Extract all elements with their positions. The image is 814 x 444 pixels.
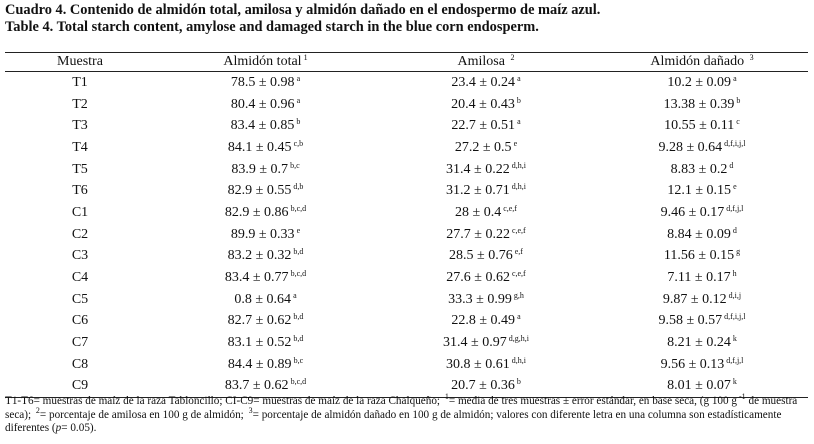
amylose-cell — [376, 159, 596, 181]
total-starch-cell-significance: e — [296, 225, 301, 235]
table-row — [5, 72, 808, 94]
damaged-starch-cell-value: 8.84 ± 0.09 — [667, 226, 731, 242]
header-damaged-starch — [596, 53, 808, 72]
amylose-cell — [376, 72, 596, 94]
caption-english: Table 4. Total starch content, amylose and damaged starch in the blue corn endosperm. — [5, 19, 539, 35]
damaged-starch-cell-value: 10.55 ± 0.11 — [664, 118, 735, 134]
damaged-starch-cell-value: 8.21 ± 0.24 — [667, 335, 731, 351]
sample-cell — [5, 311, 155, 333]
damaged-starch-cell — [596, 115, 808, 137]
sample-cell — [5, 137, 155, 159]
damaged-starch-cell-value: 9.56 ± 0.13 — [660, 356, 725, 372]
sample-cell-value: T1 — [72, 74, 88, 90]
damaged-starch-cell-significance: c — [736, 117, 740, 127]
amylose-cell-significance: a — [517, 73, 521, 83]
amylose-cell — [376, 332, 596, 354]
amylose-cell-value: 33.3 ± 0.99 — [448, 291, 512, 307]
damaged-starch-cell-value: 10.2 ± 0.09 — [667, 74, 732, 90]
amylose-cell-value: 27.7 ± 0.22 — [446, 226, 510, 242]
sample-cell-value: T5 — [72, 161, 88, 177]
total-starch-cell-value: 82.9 ± 0.86 — [224, 204, 289, 220]
header-total-starch-label: Almidón total — [223, 54, 302, 69]
damaged-starch-cell — [596, 94, 808, 116]
table-row — [5, 267, 808, 289]
damaged-starch-cell — [596, 202, 808, 224]
table-caption — [5, 2, 810, 36]
total-starch-cell-value: 84.1 ± 0.45 — [227, 139, 292, 155]
total-starch-cell — [155, 72, 376, 94]
table-footnote — [5, 392, 810, 436]
footnote-part1: T1-T6= muestras de maíz de la raza Tabloncillo; CI-C9= muestras de maíz de la raza Chalqueño; — [5, 395, 443, 407]
damaged-starch-cell-value: 8.83 ± 0.2 — [670, 161, 728, 177]
total-starch-cell — [155, 311, 376, 333]
total-starch-cell-significance: a — [293, 290, 297, 300]
total-starch-cell — [155, 115, 376, 137]
header-sample-label: Muestra — [57, 54, 103, 69]
total-starch-cell — [155, 224, 376, 246]
damaged-starch-cell-significance: d,f,j,l — [726, 355, 744, 365]
total-starch-cell-value: 84.4 ± 0.89 — [227, 356, 292, 372]
amylose-cell — [376, 94, 596, 116]
sample-cell — [5, 115, 155, 137]
amylose-cell-significance: g,h — [513, 290, 524, 300]
damaged-starch-cell-value: 9.87 ± 0.12 — [662, 291, 727, 307]
amylose-cell-value: 22.7 ± 0.51 — [451, 118, 516, 134]
total-starch-cell-value: 0.8 ± 0.64 — [234, 291, 292, 307]
damaged-starch-cell-significance: d,i,j — [728, 290, 742, 300]
amylose-cell — [376, 180, 596, 202]
footnote-part4: = porcentaje de amilosa en 100 g de almidón; — [39, 408, 247, 421]
sample-cell-value: C6 — [71, 313, 89, 329]
amylose-cell-significance: d,g,h,i — [508, 334, 529, 344]
amylose-cell — [376, 311, 596, 333]
damaged-starch-cell — [596, 72, 808, 94]
footnote-sup3: 3 — [248, 405, 253, 415]
amylose-cell-significance: c,e,f — [511, 225, 526, 235]
sample-cell-value: T2 — [72, 96, 88, 112]
total-starch-cell — [155, 354, 376, 376]
table-row — [5, 94, 808, 116]
damaged-starch-cell-significance: e — [733, 182, 737, 192]
damaged-starch-cell — [596, 137, 808, 159]
damaged-starch-cell — [596, 180, 808, 202]
footnote-p-symbol: p — [55, 422, 62, 434]
amylose-cell — [376, 224, 596, 246]
damaged-starch-cell-value: 8.01 ± 0.07 — [667, 378, 731, 394]
amylose-cell-value: 31.2 ± 0.71 — [446, 183, 510, 199]
total-starch-cell-value: 83.4 ± 0.77 — [224, 270, 289, 286]
sample-cell — [5, 94, 155, 116]
sample-cell-value: T6 — [72, 183, 88, 199]
header-amylose-label: Amilosa — [457, 54, 509, 69]
sample-cell — [5, 246, 155, 268]
amylose-cell — [376, 202, 596, 224]
total-starch-cell-value: 83.4 ± 0.85 — [230, 118, 295, 134]
table-row — [5, 115, 808, 137]
total-starch-cell — [155, 137, 376, 159]
footnote-part6: = 0.05). — [61, 422, 97, 434]
total-starch-cell — [155, 202, 376, 224]
damaged-starch-cell — [596, 246, 808, 268]
footnote-sup1: 1 — [444, 392, 449, 401]
damaged-starch-cell-significance: g — [736, 247, 741, 257]
amylose-cell — [376, 354, 596, 376]
damaged-starch-cell-significance: b — [736, 95, 741, 105]
sample-cell — [5, 180, 155, 202]
starch-table — [5, 52, 808, 398]
header-damaged-starch-footnote-mark: 3 — [749, 53, 754, 62]
header-damaged-starch-label: Almidón dañado — [650, 54, 748, 69]
damaged-starch-cell — [596, 159, 808, 181]
amylose-cell — [376, 115, 596, 137]
amylose-cell — [376, 267, 596, 289]
total-starch-cell-significance: b — [296, 117, 301, 127]
damaged-starch-cell-value: 9.58 ± 0.57 — [658, 313, 723, 329]
amylose-cell-significance: b — [516, 377, 521, 387]
sample-cell — [5, 289, 155, 311]
amylose-cell-value: 31.4 ± 0.97 — [443, 335, 507, 351]
total-starch-cell-significance: b,d — [293, 247, 304, 257]
damaged-starch-cell — [596, 224, 808, 246]
table-row — [5, 202, 808, 224]
amylose-cell-significance: d,h,i — [511, 355, 526, 365]
sample-cell — [5, 332, 155, 354]
total-starch-cell-value: 80.4 ± 0.96 — [230, 96, 295, 112]
total-starch-cell-value: 83.1 ± 0.52 — [227, 335, 292, 351]
damaged-starch-cell — [596, 311, 808, 333]
total-starch-cell-significance: b,c,d — [290, 203, 307, 213]
table-row — [5, 180, 808, 202]
damaged-starch-cell-significance: d,f,j,l — [726, 203, 744, 213]
header-amylose-footnote-mark: 2 — [510, 53, 515, 62]
amylose-cell — [376, 137, 596, 159]
total-starch-cell-significance: a — [296, 95, 301, 105]
sample-cell-value: C7 — [71, 335, 89, 351]
total-starch-cell — [155, 246, 376, 268]
sample-cell-value: C4 — [71, 270, 89, 286]
total-starch-cell — [155, 94, 376, 116]
damaged-starch-cell-value: 7.11 ± 0.17 — [667, 270, 731, 286]
damaged-starch-cell-significance: a — [733, 73, 737, 83]
total-starch-cell-significance: d,b — [293, 182, 304, 192]
sample-cell-value: C8 — [71, 356, 89, 372]
table-row — [5, 159, 808, 181]
table-row — [5, 289, 808, 311]
total-starch-cell-value: 82.7 ± 0.62 — [227, 313, 292, 329]
damaged-starch-cell-significance: d,f,i,j,l — [724, 312, 746, 322]
amylose-cell — [376, 246, 596, 268]
amylose-cell-value: 20.7 ± 0.36 — [451, 378, 515, 394]
damaged-starch-cell-value: 9.28 ± 0.64 — [658, 139, 723, 155]
header-amylose — [376, 53, 596, 72]
header-sample — [5, 53, 155, 72]
total-starch-cell-significance: b,c — [290, 160, 300, 170]
total-starch-cell-significance: b,d — [293, 334, 304, 344]
damaged-starch-cell-significance: k — [732, 377, 737, 387]
amylose-cell-significance: a — [517, 312, 521, 322]
total-starch-cell-value: 89.9 ± 0.33 — [230, 226, 295, 242]
damaged-starch-cell-significance: d — [729, 160, 734, 170]
total-starch-cell-significance: b,c,d — [290, 377, 307, 387]
total-starch-cell — [155, 289, 376, 311]
amylose-cell-value: 23.4 ± 0.24 — [451, 74, 516, 90]
damaged-starch-cell-value: 11.56 ± 0.15 — [663, 248, 735, 264]
table-header-row — [5, 53, 808, 72]
damaged-starch-cell-significance: d,f,i,j,l — [724, 138, 746, 148]
total-starch-cell-value: 78.5 ± 0.98 — [230, 74, 295, 90]
header-total-starch-footnote-mark: 1 — [303, 53, 308, 62]
damaged-starch-cell-value: 9.46 ± 0.17 — [660, 204, 725, 220]
total-starch-cell — [155, 332, 376, 354]
total-starch-cell-value: 83.9 ± 0.7 — [231, 161, 289, 177]
table-row — [5, 354, 808, 376]
sample-cell-value: C2 — [71, 226, 89, 242]
amylose-cell-value: 27.6 ± 0.62 — [446, 270, 510, 286]
table-row — [5, 137, 808, 159]
damaged-starch-cell-significance: d — [732, 225, 737, 235]
amylose-cell-value: 28 ± 0.4 — [455, 204, 502, 220]
amylose-cell-significance: a — [517, 117, 521, 127]
damaged-starch-cell — [596, 267, 808, 289]
amylose-cell-significance: b — [516, 95, 521, 105]
footnote-sup2: 2 — [35, 405, 40, 415]
amylose-cell — [376, 289, 596, 311]
damaged-starch-cell-value: 12.1 ± 0.15 — [667, 183, 732, 199]
amylose-cell-significance: c,e,f — [503, 203, 517, 213]
total-starch-cell — [155, 267, 376, 289]
sample-cell-value: T4 — [72, 139, 88, 155]
damaged-starch-cell — [596, 332, 808, 354]
footnote-part5: = porcentaje de almidón dañado en 100 g de almidón; valores con diferente letra en una columna son estadísticamente diferentes ( — [5, 408, 782, 434]
header-total-starch — [155, 53, 376, 72]
sample-cell — [5, 202, 155, 224]
amylose-cell-value: 31.4 ± 0.22 — [446, 161, 510, 177]
table-row — [5, 224, 808, 246]
table-row — [5, 246, 808, 268]
footnote-sup-neg: -1 — [739, 392, 746, 401]
amylose-cell-significance: d,h,i — [511, 160, 526, 170]
sample-cell — [5, 224, 155, 246]
total-starch-cell — [155, 159, 376, 181]
total-starch-cell-significance: a — [296, 73, 301, 83]
total-starch-cell-significance: b,c,d — [290, 269, 307, 279]
amylose-cell-value: 28.5 ± 0.76 — [449, 248, 513, 264]
sample-cell-value: C5 — [71, 291, 89, 307]
total-starch-cell-significance: c,b — [293, 138, 304, 148]
sample-cell — [5, 159, 155, 181]
amylose-cell-significance: c,e,f — [511, 269, 526, 279]
total-starch-cell — [155, 180, 376, 202]
sample-cell-value: C1 — [71, 204, 89, 220]
total-starch-cell-value: 83.2 ± 0.32 — [227, 248, 292, 264]
table-row — [5, 311, 808, 333]
sample-cell-value: C3 — [71, 248, 89, 264]
damaged-starch-cell-value: 13.38 ± 0.39 — [663, 96, 735, 112]
footnote-part2: = media de tres muestras ± error estándar, en base seca, (g 100 g — [448, 395, 738, 407]
total-starch-cell-significance: b,d — [293, 312, 304, 322]
amylose-cell-value: 22.8 ± 0.49 — [451, 313, 516, 329]
sample-cell — [5, 354, 155, 376]
sample-cell — [5, 72, 155, 94]
total-starch-cell-significance: b,c — [293, 355, 304, 365]
total-starch-cell-value: 82.9 ± 0.55 — [227, 183, 292, 199]
amylose-cell-value: 27.2 ± 0.5 — [454, 139, 512, 155]
damaged-starch-cell-significance: h — [732, 269, 737, 279]
sample-cell-value: C9 — [71, 378, 89, 394]
footnote-part3: de muestra seca); — [5, 395, 798, 421]
caption-spanish: Cuadro 4. Contenido de almidón total, amilosa y almidón dañado en el endospermo de maíz azul. — [5, 2, 601, 18]
damaged-starch-cell — [596, 354, 808, 376]
amylose-cell-significance: e — [513, 138, 518, 148]
total-starch-cell-value: 83.7 ± 0.62 — [224, 378, 289, 394]
table-body — [5, 72, 808, 398]
amylose-cell-significance: e,f — [514, 247, 523, 257]
table-row — [5, 332, 808, 354]
amylose-cell-significance: d,h,i — [511, 182, 526, 192]
damaged-starch-cell — [596, 289, 808, 311]
amylose-cell-value: 20.4 ± 0.43 — [451, 96, 515, 112]
damaged-starch-cell-significance: k — [732, 334, 737, 344]
sample-cell — [5, 267, 155, 289]
sample-cell-value: T3 — [72, 118, 88, 134]
amylose-cell-value: 30.8 ± 0.61 — [446, 356, 510, 372]
